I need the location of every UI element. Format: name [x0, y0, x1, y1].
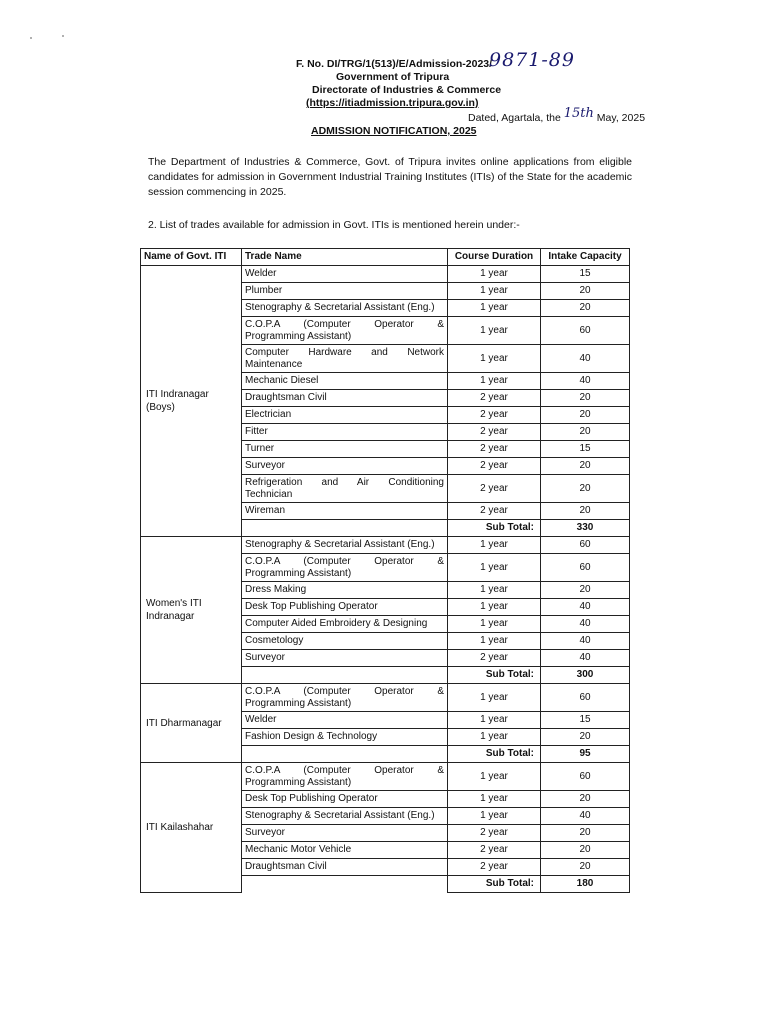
trade-name-cell: C.O.P.A (Computer Operator & Programming Assistant): [242, 317, 448, 345]
course-duration-cell: 1 year: [448, 616, 541, 633]
intake-capacity-cell: 20: [541, 424, 630, 441]
course-duration-cell: 1 year: [448, 763, 541, 791]
course-duration-cell: 2 year: [448, 441, 541, 458]
course-duration-cell: 2 year: [448, 458, 541, 475]
subtotal-value: 300: [541, 667, 630, 684]
intake-capacity-cell: 40: [541, 373, 630, 390]
subtotal-label: Sub Total:: [448, 746, 541, 763]
intake-capacity-cell: 20: [541, 300, 630, 317]
table-header-row: [141, 249, 630, 266]
trade-name-cell: Mechanic Diesel: [242, 373, 448, 390]
trade-name-cell: Computer Aided Embroidery & Designing: [242, 616, 448, 633]
intake-capacity-cell: 20: [541, 503, 630, 520]
course-duration-cell: 1 year: [448, 684, 541, 712]
intake-capacity-cell: 20: [541, 582, 630, 599]
table-row: [141, 763, 630, 791]
trade-name-cell: Wireman: [242, 503, 448, 520]
trade-name-cell: Plumber: [242, 283, 448, 300]
course-duration-cell: 1 year: [448, 599, 541, 616]
subtotal-blank-cell: [242, 667, 448, 684]
intake-capacity-cell: 15: [541, 441, 630, 458]
trade-name-cell: Desk Top Publishing Operator: [242, 791, 448, 808]
subtotal-blank-cell: [242, 876, 448, 893]
intake-capacity-cell: 40: [541, 616, 630, 633]
iti-name-cell: Women's ITI Indranagar: [141, 537, 242, 684]
intake-capacity-cell: 60: [541, 537, 630, 554]
subtotal-label: Sub Total:: [448, 876, 541, 893]
course-duration-cell: 2 year: [448, 650, 541, 667]
course-duration-cell: 1 year: [448, 266, 541, 283]
government-name: Government of Tripura: [336, 71, 450, 83]
subtotal-label: Sub Total:: [448, 667, 541, 684]
course-duration-cell: 1 year: [448, 712, 541, 729]
intake-capacity-cell: 20: [541, 390, 630, 407]
course-duration-cell: 1 year: [448, 791, 541, 808]
trade-name-cell: Welder: [242, 266, 448, 283]
course-duration-cell: 2 year: [448, 475, 541, 503]
course-duration-cell: 1 year: [448, 537, 541, 554]
directorate-name: Directorate of Industries & Commerce: [312, 84, 502, 96]
iti-name-cell: ITI Kailashahar: [141, 763, 242, 893]
trade-name-cell: Dress Making: [242, 582, 448, 599]
intake-capacity-cell: 15: [541, 712, 630, 729]
intake-capacity-cell: 20: [541, 842, 630, 859]
course-duration-cell: 1 year: [448, 729, 541, 746]
date-day-handwritten: 15th: [563, 106, 594, 121]
intake-capacity-cell: 20: [541, 458, 630, 475]
trade-name-cell: Turner: [242, 441, 448, 458]
intake-capacity-cell: 20: [541, 859, 630, 876]
subtotal-value: 330: [541, 520, 630, 537]
course-duration-cell: 1 year: [448, 283, 541, 300]
trade-name-cell: Stenography & Secretarial Assistant (Eng.): [242, 300, 448, 317]
course-duration-cell: 2 year: [448, 424, 541, 441]
trade-name-cell: Computer Hardware and Network Maintenance: [242, 345, 448, 373]
intake-capacity-cell: 60: [541, 684, 630, 712]
trade-name-cell: Cosmetology: [242, 633, 448, 650]
trade-name-cell: Stenography & Secretarial Assistant (Eng.): [242, 537, 448, 554]
intake-capacity-cell: 20: [541, 729, 630, 746]
table-row: [141, 684, 630, 712]
course-duration-cell: 1 year: [448, 633, 541, 650]
trade-name-cell: Draughtsman Civil: [242, 390, 448, 407]
trade-name-cell: Welder: [242, 712, 448, 729]
trade-name-cell: C.O.P.A (Computer Operator & Programming Assistant): [242, 684, 448, 712]
intake-capacity-cell: 40: [541, 633, 630, 650]
notification-title: ADMISSION NOTIFICATION, 2025: [311, 125, 477, 137]
intake-capacity-cell: 60: [541, 763, 630, 791]
trade-name-cell: C.O.P.A (Computer Operator & Programming Assistant): [242, 763, 448, 791]
intake-capacity-cell: 20: [541, 791, 630, 808]
trade-name-cell: Surveyor: [242, 458, 448, 475]
iti-name-cell: ITI Dharmanagar: [141, 684, 242, 763]
intake-capacity-cell: 20: [541, 475, 630, 503]
table-row: [141, 537, 630, 554]
scan-speck: [30, 37, 32, 39]
trade-name-cell: C.O.P.A (Computer Operator & Programming Assistant): [242, 554, 448, 582]
course-duration-cell: 1 year: [448, 582, 541, 599]
course-duration-cell: 2 year: [448, 390, 541, 407]
intake-capacity-cell: 60: [541, 317, 630, 345]
intake-capacity-cell: 40: [541, 599, 630, 616]
trade-name-cell: Fashion Design & Technology: [242, 729, 448, 746]
intake-capacity-cell: 20: [541, 407, 630, 424]
trade-name-cell: Surveyor: [242, 650, 448, 667]
trade-name-cell: Draughtsman Civil: [242, 859, 448, 876]
header-trade-name: Trade Name: [242, 249, 448, 266]
intake-capacity-cell: 20: [541, 283, 630, 300]
file-number: F. No. DI/TRG/1(513)/E/Admission-2023/: [296, 58, 493, 70]
table-row: [141, 266, 630, 283]
course-duration-cell: 1 year: [448, 300, 541, 317]
intake-capacity-cell: 40: [541, 808, 630, 825]
course-duration-cell: 1 year: [448, 345, 541, 373]
intake-capacity-cell: 15: [541, 266, 630, 283]
date-line: [468, 106, 646, 125]
date-suffix: May, 2025: [593, 112, 646, 124]
subtotal-blank-cell: [242, 520, 448, 537]
trade-name-cell: Electrician: [242, 407, 448, 424]
subtotal-blank-cell: [242, 746, 448, 763]
website-link[interactable]: (https://itiadmission.tripura.gov.in): [306, 97, 479, 109]
course-duration-cell: 1 year: [448, 373, 541, 390]
course-duration-cell: 2 year: [448, 842, 541, 859]
course-duration-cell: 2 year: [448, 825, 541, 842]
header-course-duration: Course Duration: [448, 249, 541, 266]
subtotal-label: Sub Total:: [448, 520, 541, 537]
course-duration-cell: 1 year: [448, 808, 541, 825]
trade-name-cell: Desk Top Publishing Operator: [242, 599, 448, 616]
date-prefix: Dated, Agartala, the: [468, 112, 564, 124]
trade-name-cell: Mechanic Motor Vehicle: [242, 842, 448, 859]
course-duration-cell: 1 year: [448, 317, 541, 345]
header-intake-capacity: Intake Capacity: [541, 249, 630, 266]
trade-name-cell: Refrigeration and Air Conditioning Technician: [242, 475, 448, 503]
intake-capacity-cell: 60: [541, 554, 630, 582]
header-iti-name: Name of Govt. ITI: [141, 249, 242, 266]
course-duration-cell: 2 year: [448, 407, 541, 424]
trade-name-cell: Stenography & Secretarial Assistant (Eng.): [242, 808, 448, 825]
intro-paragraph: The Department of Industries & Commerce, Govt. of Tripura invites online applications from eligible candidates for admission in Government Industrial Training Institutes (ITIs) of the State for the academic session commencing in 2025.: [148, 156, 632, 198]
intake-capacity-cell: 40: [541, 345, 630, 373]
trade-name-cell: Surveyor: [242, 825, 448, 842]
intake-capacity-cell: 20: [541, 825, 630, 842]
scan-speck: [62, 35, 64, 37]
course-duration-cell: 2 year: [448, 859, 541, 876]
course-duration-cell: 2 year: [448, 503, 541, 520]
course-duration-cell: 1 year: [448, 554, 541, 582]
file-number-handwritten: 9871-89: [489, 49, 575, 71]
trades-table: [140, 248, 630, 893]
trade-name-cell: Fitter: [242, 424, 448, 441]
intake-capacity-cell: 40: [541, 650, 630, 667]
iti-name-cell: ITI Indranagar (Boys): [141, 266, 242, 537]
point-2-paragraph: 2. List of trades available for admission in Govt. ITIs is mentioned herein under:-: [148, 219, 520, 231]
subtotal-value: 95: [541, 746, 630, 763]
subtotal-value: 180: [541, 876, 630, 893]
